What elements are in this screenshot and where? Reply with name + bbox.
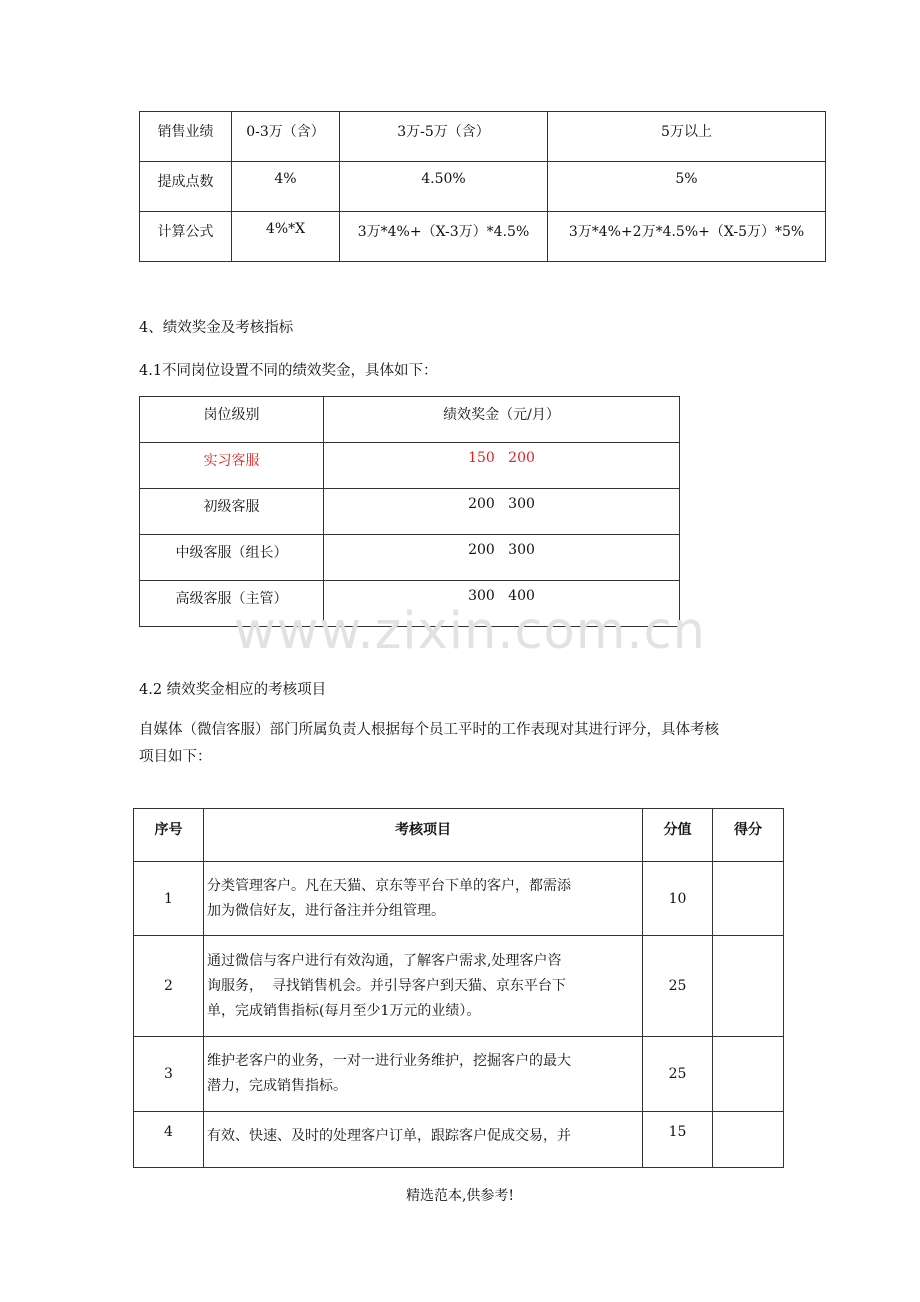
assessment-item [204, 1112, 643, 1168]
row-score [713, 936, 784, 1037]
intro-text-line-2: 项目如下： [139, 749, 212, 765]
item-line: 加为微信好友，进行备注并分组管理。 [207, 902, 445, 919]
footer-note: 精选范本,供参考! [405, 1188, 515, 1204]
commission-cell: 0-3万（含） [232, 112, 340, 162]
bonus-row [140, 489, 680, 535]
section-4-1-text: 4.1不同岗位设置不同的绩效奖金，具体如下： [139, 363, 438, 379]
header-no: 序号 [134, 809, 204, 862]
commission-label: 销售业绩 [140, 112, 232, 162]
item-line: 维护老客户的业务，一对一进行业务维护，挖掘客户的最大 [207, 1053, 571, 1069]
item-line: 分类管理客户。凡在天猫、京东等平台下单的客户，都需添 [207, 877, 571, 894]
section-4-2-heading: 4.2 绩效奖金相应的考核项目 [139, 682, 327, 698]
header-score: 得分 [713, 809, 784, 862]
assessment-header-row [134, 809, 784, 862]
bonus-level: 初级客服 [140, 489, 324, 535]
commission-row [140, 112, 826, 162]
bonus-amount: 200 300 [324, 535, 680, 581]
row-points: 25 [643, 1037, 713, 1112]
bonus-amount: 300 400 [324, 581, 680, 627]
assessment-table [133, 808, 784, 1168]
bonus-row [140, 535, 680, 581]
commission-cell: 3万*4%+（X-3万）*4.5% [340, 212, 548, 262]
commission-cell: 5% [548, 162, 826, 212]
item-line: 有效、快速、及时的处理客户订单，跟踪客户促成交易，并 [207, 1128, 571, 1144]
header-item: 考核项目 [204, 809, 643, 862]
bonus-header-level: 岗位级别 [140, 397, 324, 443]
bonus-row [140, 581, 680, 627]
commission-cell: 5万以上 [548, 112, 826, 162]
row-score [713, 862, 784, 936]
item-line: 潜力，完成销售指标。 [207, 1078, 347, 1094]
bonus-table [139, 396, 680, 627]
commission-cell: 4%*X [232, 212, 340, 262]
bonus-level: 中级客服（组长） [140, 535, 324, 581]
row-number: 1 [134, 862, 204, 936]
row-number: 2 [134, 936, 204, 1037]
commission-row [140, 212, 826, 262]
commission-label: 计算公式 [140, 212, 232, 262]
row-score [713, 1037, 784, 1112]
item-line: 通过微信与客户进行有效沟通，了解客户需求,处理客户咨 [207, 952, 562, 969]
header-points: 分值 [643, 809, 713, 862]
section-4-heading: 4、绩效奖金及考核指标 [139, 320, 294, 336]
row-number: 4 [134, 1112, 204, 1168]
item-line: 单，完成销售指标(每月至少1万元的业绩）。 [207, 1002, 481, 1019]
bonus-level: 实习客服 [140, 443, 324, 489]
watermark: www.zixin.com.cn [234, 602, 706, 661]
bonus-header-amount: 绩效奖金（元/月） [324, 397, 680, 443]
commission-cell: 3万*4%+2万*4.5%+（X-5万）*5% [548, 212, 826, 262]
bonus-header-row [140, 397, 680, 443]
commission-label: 提成点数 [140, 162, 232, 212]
row-points: 25 [643, 936, 713, 1037]
commission-row [140, 162, 826, 212]
row-points: 10 [643, 862, 713, 936]
row-score [713, 1112, 784, 1168]
assessment-row [134, 936, 784, 1037]
assessment-item [204, 936, 643, 1037]
item-line: 询服务， 寻找销售机会。并引导客户到天猫、京东平台下 [207, 977, 566, 994]
commission-cell: 4% [232, 162, 340, 212]
commission-table [139, 111, 826, 262]
row-number: 3 [134, 1037, 204, 1112]
assessment-row [134, 1037, 784, 1112]
bonus-row [140, 443, 680, 489]
intro-text-line-1: 自媒体（微信客服）部门所属负责人根据每个员工平时的工作表现对其进行评分，具体考核 [139, 722, 719, 738]
bonus-amount: 150 200 [324, 443, 680, 489]
assessment-item [204, 1037, 643, 1112]
row-points: 15 [643, 1112, 713, 1168]
assessment-item [204, 862, 643, 936]
assessment-row [134, 1112, 784, 1168]
bonus-amount: 200 300 [324, 489, 680, 535]
commission-cell: 3万-5万（含） [340, 112, 548, 162]
commission-cell: 4.50% [340, 162, 548, 212]
assessment-row [134, 862, 784, 936]
bonus-level: 高级客服（主管） [140, 581, 324, 627]
